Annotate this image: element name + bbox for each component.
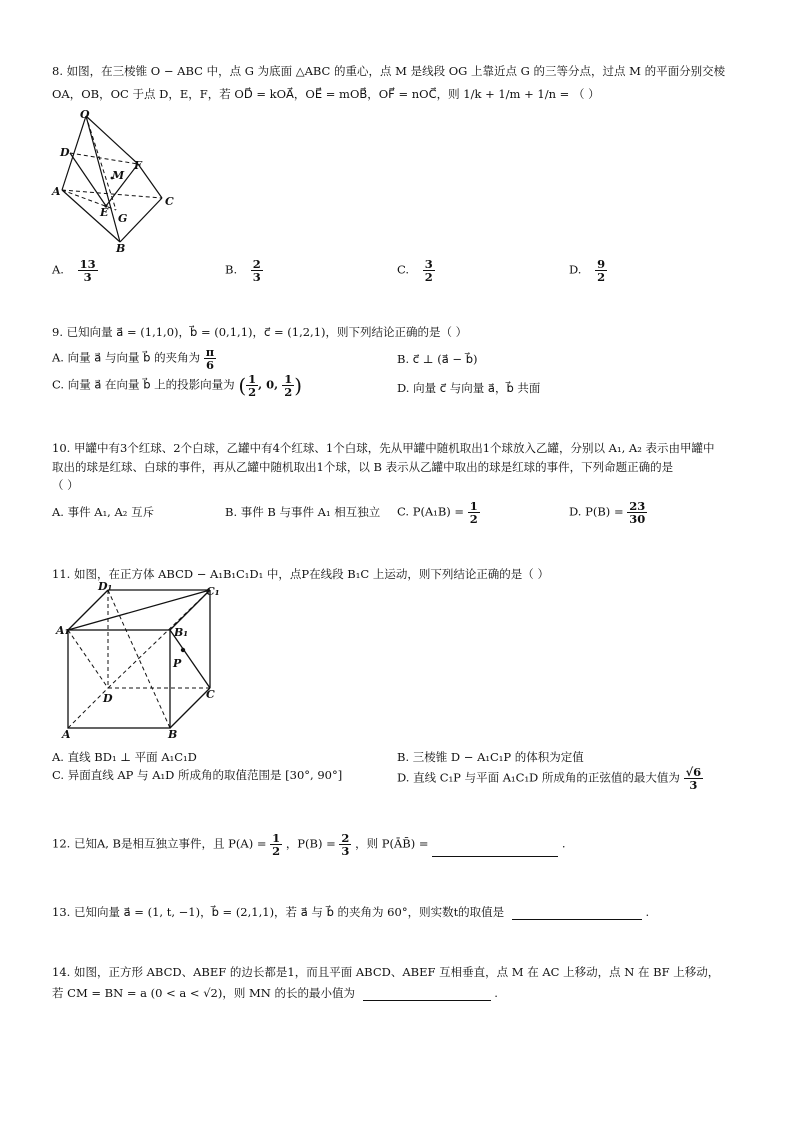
- q8-option-d-num: 9: [597, 257, 606, 271]
- q8-label-d: D: [60, 146, 70, 159]
- q8-label-e: E: [100, 206, 109, 219]
- q8-option-c-value: [423, 258, 435, 283]
- q12-n1: 1: [272, 831, 281, 845]
- q11-label-a1: A₁: [56, 624, 70, 637]
- q11-option-c[interactable]: C. 异面直线 AP 与 A₁D 所成角的取值范围是 [30°, 90°]: [52, 768, 343, 782]
- q9-option-c[interactable]: [52, 373, 302, 398]
- q8-label-c: C: [165, 195, 174, 208]
- q14-end: .: [494, 986, 498, 1000]
- q8-option-c-den: 2: [424, 270, 433, 285]
- q10-option-d-num: 23: [629, 499, 646, 513]
- q10-option-c[interactable]: [397, 500, 480, 525]
- q8-option-b-value: [251, 258, 263, 283]
- q10-stem-line3: （ ）: [52, 478, 79, 492]
- q10-option-d-fraction: [627, 500, 647, 525]
- q8-option-d-value: [595, 258, 607, 283]
- q12-d1: 2: [272, 844, 281, 859]
- q9-option-c-frac2: [282, 373, 294, 398]
- q8-label-g: G: [118, 212, 128, 225]
- q8-option-b-letter: B.: [225, 262, 238, 277]
- q11-option-b[interactable]: B. 三棱锥 D − A₁C₁P 的体积为定值: [397, 750, 584, 764]
- q8-label-b: B: [116, 242, 126, 255]
- q8-option-a-den: 3: [83, 270, 92, 285]
- q10-option-d[interactable]: [569, 500, 647, 525]
- q11-option-d-num: √6: [685, 765, 702, 779]
- q8-option-b-den: 3: [252, 270, 261, 285]
- q9-stem: 9. 已知向量 a⃗ = (1,1,0)，b⃗ = (0,1,1)，c⃗ = (1,2,1)，则下列结论正确的是（ ）: [52, 325, 468, 339]
- q9-option-a-den: 6: [205, 358, 214, 373]
- q11-label-d1: D₁: [98, 580, 113, 593]
- q12-stem: [52, 832, 565, 857]
- q11-option-d-fraction: [684, 766, 704, 791]
- q8-tetrahedron-figure: [48, 106, 188, 256]
- q9-option-c-frac1: [246, 373, 258, 398]
- q14-stem-line2: [52, 985, 498, 1001]
- q8-label-a: A: [52, 185, 61, 198]
- q12-text3: ，则 P(ĀB̄) =: [355, 836, 429, 851]
- q9-option-c-mid: , 0,: [258, 377, 283, 392]
- q10-option-b[interactable]: B. 事件 B 与事件 A₁ 相互独立: [225, 505, 381, 519]
- q12-text1: 12. 已知A, B是相互独立事件，且 P(A) =: [52, 836, 267, 851]
- q8-label-m: M: [112, 169, 125, 182]
- q8-option-c-num: 3: [424, 257, 433, 271]
- q11-label-c1: C₁: [206, 585, 220, 598]
- q9-option-c-n1: 1: [248, 372, 257, 386]
- q12-d2: 3: [341, 844, 350, 859]
- q11-label-c: C: [206, 688, 215, 701]
- q11-label-p: P: [173, 657, 182, 670]
- q12-fraction-a: [270, 832, 282, 857]
- q10-stem-line2: 取出的球是红球、白球的事件，再从乙罐中随机取出1个球，以 B 表示从乙罐中取出的球是红球的事件，下列命题正确的是: [52, 460, 674, 474]
- q13-end: .: [645, 905, 650, 919]
- q9-option-b[interactable]: B. c⃗ ⊥ (a⃗ − b⃗): [397, 352, 478, 366]
- q8-option-d-den: 2: [597, 270, 606, 285]
- q10-option-d-text: D. P(B) =: [569, 504, 624, 519]
- q9-option-a-num: π: [205, 345, 215, 359]
- q8-option-d-letter: D.: [569, 262, 582, 277]
- q9-option-d[interactable]: D. 向量 c⃗ 与向量 a⃗，b⃗ 共面: [397, 381, 541, 395]
- q9-option-c-paren-open: (: [238, 373, 247, 398]
- q11-cube-figure: [54, 580, 224, 740]
- q13-text: 13. 已知向量 a⃗ = (1, t, −1)，b⃗ = (2,1,1)，若 a⃗ 与 b⃗ 的夹角为 60°，则实数t的取值是: [52, 905, 505, 919]
- q9-option-c-d1: 2: [248, 385, 257, 400]
- q10-option-c-fraction: [468, 500, 480, 525]
- q9-option-c-d2: 2: [284, 385, 293, 400]
- q11-label-b1: B₁: [174, 626, 189, 639]
- q14-text: 若 CM = BN = a (0 < a < √2)，则 MN 的长的最小值为: [52, 986, 355, 1000]
- q8-option-b-num: 2: [252, 257, 261, 271]
- q11-option-d-den: 3: [689, 778, 698, 793]
- q8-stem-line2: OA，OB，OC 于点 D，E，F，若 OD⃗ = kOA⃗，OE⃗ = mOB⃗，OF⃗ = nOC⃗，则 1/k + 1/m + 1/n = （ ）: [52, 87, 600, 101]
- q8-option-a[interactable]: [52, 258, 98, 283]
- q11-label-a: A: [62, 728, 71, 740]
- q8-option-a-value: [78, 258, 98, 283]
- q12-fraction-b: [339, 832, 351, 857]
- q12-end: .: [561, 836, 566, 851]
- q9-option-c-text: C. 向量 a⃗ 在向量 b⃗ 上的投影向量为: [52, 377, 235, 392]
- q11-stem: 11. 如图，在正方体 ABCD − A₁B₁C₁D₁ 中，点P在线段 B₁C 上运动，则下列结论正确的是（ ）: [52, 567, 549, 581]
- q9-option-c-paren-close: ): [294, 373, 303, 398]
- q10-option-a[interactable]: A. 事件 A₁, A₂ 互斥: [52, 505, 155, 519]
- q9-option-a-text: A. 向量 a⃗ 与向量 b⃗ 的夹角为: [52, 350, 201, 365]
- q11-label-d: D: [103, 692, 113, 705]
- q12-n2: 2: [341, 831, 350, 845]
- q8-option-a-num: 13: [79, 257, 96, 271]
- q8-label-o: O: [80, 108, 90, 121]
- q13-answer-blank[interactable]: [512, 919, 642, 920]
- q8-stem-line1: 8. 如图，在三棱锥 O − ABC 中，点 G 为底面 △ABC 的重心，点 M 是线段 OG 上靠近点 G 的三等分点，过点 M 的平面分别交棱: [52, 64, 726, 78]
- q10-stem-line1: 10. 甲罐中有3个红球、2个白球，乙罐中有4个红球、1个白球，先从甲罐中随机取出1个球放入乙罐，分别以 A₁, A₂ 表示由甲罐中: [52, 441, 715, 455]
- q8-option-c-letter: C.: [397, 262, 410, 277]
- q11-option-d-text: D. 直线 C₁P 与平面 A₁C₁D 所成角的正弦值的最大值为: [397, 770, 680, 785]
- q10-option-c-text: C. P(A₁B) =: [397, 504, 465, 519]
- q8-label-f: F: [134, 159, 142, 172]
- q11-option-d[interactable]: [397, 766, 703, 791]
- q8-option-d[interactable]: [569, 258, 607, 283]
- q10-option-d-den: 30: [629, 512, 646, 527]
- q9-option-a-fraction: [204, 346, 216, 371]
- q13-stem: [52, 904, 649, 920]
- q8-option-c[interactable]: [397, 258, 435, 283]
- q14-answer-blank[interactable]: [363, 1000, 491, 1001]
- q11-label-b: B: [168, 728, 178, 740]
- q10-option-c-num: 1: [469, 499, 478, 513]
- q8-option-a-letter: A.: [52, 262, 64, 277]
- q10-option-c-den: 2: [469, 512, 478, 527]
- q12-text2: ，P(B) =: [285, 836, 336, 851]
- q8-option-b[interactable]: [225, 258, 263, 283]
- q9-option-a[interactable]: [52, 346, 216, 371]
- q9-option-c-n2: 1: [284, 372, 293, 386]
- q12-answer-blank[interactable]: [432, 856, 558, 857]
- q14-stem-line1: 14. 如图，正方形 ABCD、ABEF 的边长都是1，而且平面 ABCD、ABEF 互相垂直，点 M 在 AC 上移动，点 N 在 BF 上移动，: [52, 965, 720, 979]
- q11-option-a[interactable]: A. 直线 BD₁ ⊥ 平面 A₁C₁D: [52, 750, 197, 764]
